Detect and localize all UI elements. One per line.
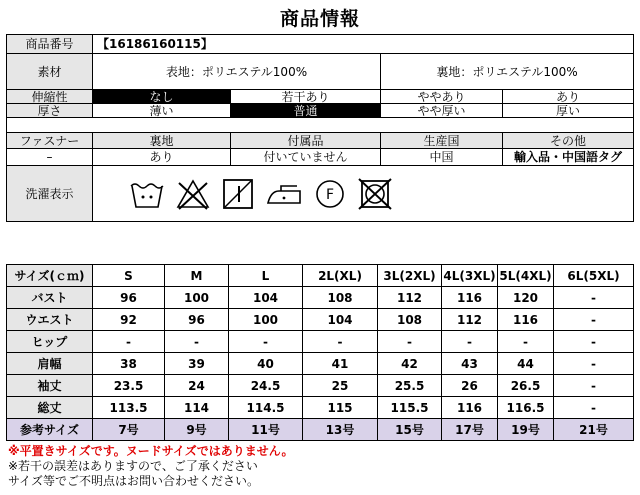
lining-label: 裏地 (93, 133, 231, 149)
size-row (7, 397, 634, 419)
size-cell: 112 (442, 309, 498, 331)
size-header-cell: S (93, 265, 165, 287)
size-header-cell: 4L(3XL) (442, 265, 498, 287)
size-cell: 96 (165, 309, 229, 331)
note-contact: サイズ等でご不明点はお問い合わせください。 (8, 474, 260, 488)
size-cell: 100 (165, 287, 229, 309)
no-tumble-dry-icon (357, 177, 393, 211)
size-cell: 41 (303, 353, 378, 375)
size-cell: 115.5 (378, 397, 442, 419)
size-cell: - (442, 331, 498, 353)
size-cell: 7号 (93, 419, 165, 441)
material-outer: 表地：ポリエステル100% (93, 54, 381, 90)
svg-text:F: F (325, 186, 335, 203)
size-row (7, 419, 634, 441)
size-cell: 26 (442, 375, 498, 397)
other-value: 輸入品・中国語タグ (503, 149, 634, 166)
size-row (7, 309, 634, 331)
size-cell: - (378, 331, 442, 353)
size-header-row (7, 265, 634, 287)
size-cell: 13号 (303, 419, 378, 441)
size-cell: 113.5 (93, 397, 165, 419)
product-no-value: 【16186160115】 (93, 35, 634, 54)
size-cell: 38 (93, 353, 165, 375)
size-cell: - (554, 375, 634, 397)
size-cell: 39 (165, 353, 229, 375)
size-cell: 112 (378, 287, 442, 309)
fastener-label: ファスナー (7, 133, 93, 149)
size-row (7, 375, 634, 397)
size-cell: 42 (378, 353, 442, 375)
size-cell: 96 (93, 287, 165, 309)
size-cell: 17号 (442, 419, 498, 441)
size-row-label: ヒップ (7, 331, 93, 353)
size-header-cell: 2L(XL) (303, 265, 378, 287)
size-cell: 114.5 (229, 397, 303, 419)
thickness-option: やや厚い (381, 104, 503, 118)
size-cell: 114 (165, 397, 229, 419)
size-cell: 19号 (498, 419, 554, 441)
size-cell: 9号 (165, 419, 229, 441)
size-cell: - (554, 309, 634, 331)
thickness-label: 厚さ (7, 104, 93, 118)
fastener-value: – (7, 149, 93, 166)
note-tolerance: ※若干の誤差はありますので、ご了承ください (8, 459, 258, 473)
line-dry-icon (221, 177, 255, 211)
size-cell: 108 (303, 287, 378, 309)
size-cell: 104 (303, 309, 378, 331)
size-cell: 40 (229, 353, 303, 375)
size-cell: - (554, 397, 634, 419)
size-cell: 44 (498, 353, 554, 375)
size-cell: 104 (229, 287, 303, 309)
notes (8, 444, 294, 489)
size-cell: - (303, 331, 378, 353)
size-cell: - (93, 331, 165, 353)
size-cell: 92 (93, 309, 165, 331)
product-info-table (6, 34, 634, 222)
thickness-option: 薄い (93, 104, 231, 118)
material-label: 素材 (7, 54, 93, 90)
size-cell: 11号 (229, 419, 303, 441)
size-cell: 25.5 (378, 375, 442, 397)
size-cell: 115 (303, 397, 378, 419)
thickness-option: 厚い (503, 104, 634, 118)
size-cell: 26.5 (498, 375, 554, 397)
size-cell: 108 (378, 309, 442, 331)
size-row (7, 353, 634, 375)
size-cell: 21号 (554, 419, 634, 441)
size-row-label: バスト (7, 287, 93, 309)
size-row-label: 総丈 (7, 397, 93, 419)
accessory-label: 付属品 (231, 133, 381, 149)
size-cell: 15号 (378, 419, 442, 441)
size-cell: 116 (442, 397, 498, 419)
size-cell: - (554, 331, 634, 353)
origin-label: 生産国 (381, 133, 503, 149)
origin-value: 中国 (381, 149, 503, 166)
stretch-label: 伸縮性 (7, 90, 93, 104)
size-cell: - (498, 331, 554, 353)
size-cell: 116 (442, 287, 498, 309)
size-table (6, 264, 634, 441)
size-cell: 24 (165, 375, 229, 397)
size-cell: - (165, 331, 229, 353)
care-icons-cell (93, 166, 634, 222)
size-cell: 100 (229, 309, 303, 331)
stretch-option: 若干あり (231, 90, 381, 104)
size-header-cell: 3L(2XL) (378, 265, 442, 287)
size-header-cell: M (165, 265, 229, 287)
stretch-option: あり (503, 90, 634, 104)
accessory-value: 付いていません (231, 149, 381, 166)
product-no-label: 商品番号 (7, 35, 93, 54)
stretch-option-selected: なし (93, 90, 231, 104)
other-label: その他 (503, 133, 634, 149)
dry-clean-f-icon (313, 177, 347, 211)
stretch-option: ややあり (381, 90, 503, 104)
size-cell: 25 (303, 375, 378, 397)
size-cell: 23.5 (93, 375, 165, 397)
size-row (7, 287, 634, 309)
note-flat-measure: ※平置きサイズです。ヌードサイズではありません。 (8, 444, 294, 458)
size-header-cell: L (229, 265, 303, 287)
size-row-label: 参考サイズ (7, 419, 93, 441)
iron-icon (265, 177, 303, 211)
size-row-label: ウエスト (7, 309, 93, 331)
spacer-row (7, 118, 634, 133)
no-bleach-icon (175, 177, 211, 211)
size-header-cell: 5L(4XL) (498, 265, 554, 287)
wash-tub-icon (129, 177, 165, 211)
size-header-cell: 6L(5XL) (554, 265, 634, 287)
size-cell: 120 (498, 287, 554, 309)
size-cell: 116 (498, 309, 554, 331)
size-header-label: サイズ(ｃｍ) (7, 265, 93, 287)
thickness-option-selected: 普通 (231, 104, 381, 118)
size-cell: - (554, 287, 634, 309)
care-label: 洗濯表示 (7, 166, 93, 222)
size-row (7, 331, 634, 353)
size-cell: 116.5 (498, 397, 554, 419)
page-title: 商品情報 (279, 8, 360, 30)
size-row-label: 肩幅 (7, 353, 93, 375)
material-lining: 裏地：ポリエステル100% (381, 54, 634, 90)
size-cell: 43 (442, 353, 498, 375)
size-row-label: 袖丈 (7, 375, 93, 397)
size-cell: - (229, 331, 303, 353)
size-cell: 24.5 (229, 375, 303, 397)
lining-value: あり (93, 149, 231, 166)
size-cell: - (554, 353, 634, 375)
